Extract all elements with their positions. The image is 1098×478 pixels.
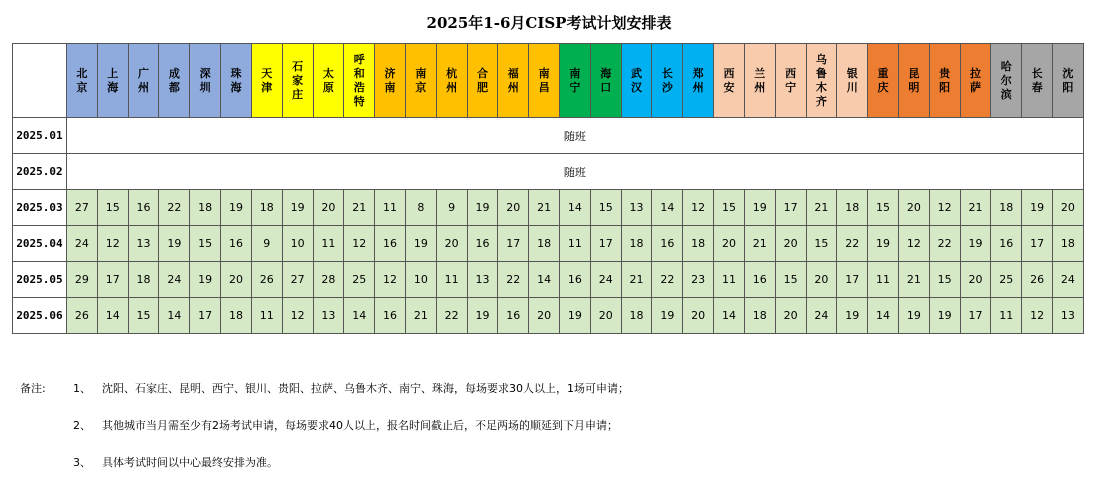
exam-day-cell: 20 — [436, 226, 467, 262]
exam-day-cell: 18 — [190, 190, 221, 226]
city-name: 银川 — [846, 66, 858, 94]
city-header — [251, 44, 282, 118]
exam-day-cell: 15 — [128, 298, 159, 334]
exam-day-cell: 24 — [1053, 262, 1084, 298]
exam-day-cell: 20 — [529, 298, 560, 334]
city-header — [991, 44, 1022, 118]
city-header — [375, 44, 406, 118]
table-row — [13, 118, 1084, 154]
exam-day-cell: 12 — [1022, 298, 1053, 334]
exam-day-cell: 19 — [898, 298, 929, 334]
city-header — [529, 44, 560, 118]
city-name: 贵阳 — [939, 66, 951, 94]
exam-day-cell: 19 — [221, 190, 252, 226]
note-number: 1、 — [73, 382, 91, 395]
exam-day-cell: 12 — [97, 226, 128, 262]
exam-day-cell: 18 — [621, 226, 652, 262]
exam-day-cell: 18 — [837, 190, 868, 226]
exam-day-cell: 11 — [436, 262, 467, 298]
exam-day-cell: 19 — [744, 190, 775, 226]
exam-day-cell: 17 — [837, 262, 868, 298]
city-name: 合肥 — [476, 66, 488, 94]
exam-day-cell: 9 — [436, 190, 467, 226]
city-name: 杭州 — [446, 66, 458, 94]
exam-day-cell: 21 — [744, 226, 775, 262]
exam-day-cell: 24 — [159, 262, 190, 298]
exam-day-cell: 20 — [1053, 190, 1084, 226]
exam-day-cell: 21 — [898, 262, 929, 298]
month-cell: 2025.01 — [13, 118, 67, 154]
exam-day-cell: 17 — [97, 262, 128, 298]
city-header — [282, 44, 313, 118]
exam-day-cell: 19 — [837, 298, 868, 334]
city-header — [128, 44, 159, 118]
exam-day-cell: 11 — [868, 262, 899, 298]
exam-day-cell: 8 — [405, 190, 436, 226]
city-name: 南昌 — [538, 66, 550, 94]
city-name: 海口 — [600, 66, 612, 94]
exam-day-cell: 20 — [313, 190, 344, 226]
city-name: 南京 — [415, 66, 427, 94]
exam-day-cell: 20 — [714, 226, 745, 262]
city-name: 天津 — [261, 66, 273, 94]
city-header — [344, 44, 375, 118]
city-name: 珠海 — [230, 66, 242, 94]
city-name: 武汉 — [631, 66, 643, 94]
exam-day-cell: 18 — [621, 298, 652, 334]
city-name: 昆明 — [908, 66, 920, 94]
exam-day-cell: 12 — [282, 298, 313, 334]
exam-day-cell: 25 — [344, 262, 375, 298]
exam-day-cell: 14 — [97, 298, 128, 334]
city-name: 成都 — [168, 66, 180, 94]
city-header — [190, 44, 221, 118]
city-header — [929, 44, 960, 118]
exam-day-cell: 11 — [991, 298, 1022, 334]
exam-day-cell: 14 — [652, 190, 683, 226]
table-row — [13, 190, 1084, 226]
exam-day-cell: 19 — [190, 262, 221, 298]
exam-day-cell: 19 — [1022, 190, 1053, 226]
exam-day-cell: 13 — [128, 226, 159, 262]
exam-day-cell: 19 — [467, 298, 498, 334]
city-header — [560, 44, 591, 118]
city-header — [436, 44, 467, 118]
corner-cell — [13, 44, 67, 118]
city-header — [590, 44, 621, 118]
city-header — [806, 44, 837, 118]
exam-day-cell: 13 — [621, 190, 652, 226]
city-header — [1053, 44, 1084, 118]
city-name: 兰州 — [754, 66, 766, 94]
city-name: 长春 — [1031, 66, 1043, 94]
exam-day-cell: 18 — [251, 190, 282, 226]
city-name: 沈阳 — [1062, 66, 1074, 94]
city-name: 石家庄 — [292, 59, 304, 101]
exam-day-cell: 16 — [652, 226, 683, 262]
exam-day-cell: 27 — [67, 190, 98, 226]
city-header — [621, 44, 652, 118]
city-name: 济南 — [384, 66, 396, 94]
city-name: 呼和浩特 — [353, 52, 365, 108]
exam-day-cell: 14 — [344, 298, 375, 334]
city-header — [313, 44, 344, 118]
city-name: 上海 — [107, 66, 119, 94]
exam-day-cell: 15 — [806, 226, 837, 262]
exam-day-cell: 15 — [868, 190, 899, 226]
city-header — [67, 44, 98, 118]
city-header — [467, 44, 498, 118]
exam-day-cell: 24 — [806, 298, 837, 334]
month-cell: 2025.04 — [13, 226, 67, 262]
city-header — [1022, 44, 1053, 118]
city-name: 哈尔滨 — [1000, 59, 1012, 101]
city-header — [498, 44, 529, 118]
exam-day-cell: 24 — [67, 226, 98, 262]
exam-day-cell: 13 — [1053, 298, 1084, 334]
exam-day-cell: 9 — [251, 226, 282, 262]
exam-day-cell: 14 — [560, 190, 591, 226]
exam-day-cell: 16 — [375, 226, 406, 262]
exam-day-cell: 20 — [775, 298, 806, 334]
city-name: 北京 — [76, 66, 88, 94]
city-name: 长沙 — [661, 66, 673, 94]
follow-class-cell: 随班 — [67, 118, 1084, 154]
city-header — [837, 44, 868, 118]
exam-day-cell: 21 — [806, 190, 837, 226]
month-cell: 2025.03 — [13, 190, 67, 226]
city-name: 乌鲁木齐 — [815, 52, 827, 108]
exam-day-cell: 27 — [282, 262, 313, 298]
exam-day-cell: 22 — [436, 298, 467, 334]
exam-day-cell: 29 — [67, 262, 98, 298]
city-name: 拉萨 — [969, 66, 981, 94]
exam-day-cell: 26 — [1022, 262, 1053, 298]
exam-day-cell: 19 — [282, 190, 313, 226]
exam-day-cell: 19 — [960, 226, 991, 262]
note-number: 2、 — [73, 419, 91, 432]
exam-day-cell: 19 — [159, 226, 190, 262]
exam-day-cell: 18 — [529, 226, 560, 262]
exam-day-cell: 17 — [190, 298, 221, 334]
city-name: 郑州 — [692, 66, 704, 94]
page-title: 2025年1-6月CISP考试计划安排表 — [426, 14, 672, 32]
city-header — [405, 44, 436, 118]
exam-day-cell: 13 — [313, 298, 344, 334]
exam-day-cell: 16 — [991, 226, 1022, 262]
exam-day-cell: 17 — [498, 226, 529, 262]
exam-day-cell: 14 — [714, 298, 745, 334]
exam-day-cell: 20 — [498, 190, 529, 226]
exam-day-cell: 26 — [251, 262, 282, 298]
exam-day-cell: 24 — [590, 262, 621, 298]
exam-day-cell: 12 — [683, 190, 714, 226]
table-row — [13, 262, 1084, 298]
exam-day-cell: 28 — [313, 262, 344, 298]
exam-day-cell: 15 — [714, 190, 745, 226]
city-name: 南宁 — [569, 66, 581, 94]
exam-day-cell: 15 — [590, 190, 621, 226]
exam-day-cell: 16 — [498, 298, 529, 334]
city-header — [159, 44, 190, 118]
exam-day-cell: 22 — [929, 226, 960, 262]
city-name: 西安 — [723, 66, 735, 94]
note-text: 沈阳、石家庄、昆明、西宁、银川、贵阳、拉萨、乌鲁木齐、南宁、珠海，每场要求30人以上，1场可申请； — [102, 382, 629, 395]
exam-day-cell: 16 — [744, 262, 775, 298]
exam-day-cell: 20 — [806, 262, 837, 298]
exam-day-cell: 21 — [529, 190, 560, 226]
exam-day-cell: 20 — [775, 226, 806, 262]
follow-class-cell: 随班 — [67, 154, 1084, 190]
city-header — [775, 44, 806, 118]
city-name: 西宁 — [785, 66, 797, 94]
exam-day-cell: 18 — [1053, 226, 1084, 262]
exam-day-cell: 13 — [467, 262, 498, 298]
city-header — [960, 44, 991, 118]
exam-day-cell: 17 — [590, 226, 621, 262]
exam-day-cell: 16 — [375, 298, 406, 334]
exam-day-cell: 10 — [405, 262, 436, 298]
month-cell: 2025.02 — [13, 154, 67, 190]
exam-day-cell: 15 — [97, 190, 128, 226]
note-text: 具体考试时间以中心最终安排为准。 — [102, 456, 278, 469]
exam-day-cell: 19 — [467, 190, 498, 226]
exam-day-cell: 21 — [405, 298, 436, 334]
exam-day-cell: 11 — [375, 190, 406, 226]
exam-day-cell: 16 — [128, 190, 159, 226]
exam-day-cell: 15 — [775, 262, 806, 298]
exam-day-cell: 14 — [868, 298, 899, 334]
exam-day-cell: 19 — [560, 298, 591, 334]
exam-day-cell: 19 — [868, 226, 899, 262]
city-name: 重庆 — [877, 66, 889, 94]
month-cell: 2025.06 — [13, 298, 67, 334]
exam-day-cell: 21 — [344, 190, 375, 226]
exam-day-cell: 17 — [960, 298, 991, 334]
exam-day-cell: 15 — [190, 226, 221, 262]
exam-day-cell: 19 — [405, 226, 436, 262]
exam-day-cell: 15 — [929, 262, 960, 298]
header-row — [13, 44, 1084, 118]
exam-day-cell: 12 — [375, 262, 406, 298]
note-number: 3、 — [73, 456, 91, 469]
exam-day-cell: 11 — [560, 226, 591, 262]
exam-day-cell: 20 — [590, 298, 621, 334]
exam-day-cell: 16 — [467, 226, 498, 262]
exam-day-cell: 16 — [560, 262, 591, 298]
exam-day-cell: 22 — [498, 262, 529, 298]
exam-day-cell: 18 — [221, 298, 252, 334]
exam-day-cell: 14 — [159, 298, 190, 334]
city-name: 福州 — [507, 66, 519, 94]
exam-day-cell: 12 — [344, 226, 375, 262]
exam-day-cell: 11 — [714, 262, 745, 298]
table-row — [13, 226, 1084, 262]
notes-label: 备注: — [20, 382, 46, 395]
note-text: 其他城市当月需至少有2场考试申请，每场要求40人以上，报名时间截止后，不足两场的顺延到下月申请； — [102, 419, 618, 432]
city-header — [898, 44, 929, 118]
exam-day-cell: 18 — [991, 190, 1022, 226]
exam-day-cell: 10 — [282, 226, 313, 262]
exam-day-cell: 22 — [652, 262, 683, 298]
city-header — [652, 44, 683, 118]
exam-day-cell: 18 — [683, 226, 714, 262]
exam-day-cell: 11 — [313, 226, 344, 262]
city-header — [714, 44, 745, 118]
exam-day-cell: 20 — [898, 190, 929, 226]
city-header — [97, 44, 128, 118]
exam-day-cell: 22 — [159, 190, 190, 226]
city-header — [744, 44, 775, 118]
city-header — [868, 44, 899, 118]
exam-day-cell: 20 — [221, 262, 252, 298]
exam-day-cell: 21 — [621, 262, 652, 298]
exam-day-cell: 17 — [1022, 226, 1053, 262]
exam-day-cell: 18 — [128, 262, 159, 298]
exam-day-cell: 20 — [960, 262, 991, 298]
city-name: 太原 — [322, 66, 334, 94]
exam-schedule-table — [12, 43, 1084, 334]
exam-day-cell: 12 — [929, 190, 960, 226]
city-header — [683, 44, 714, 118]
exam-day-cell: 12 — [898, 226, 929, 262]
exam-day-cell: 21 — [960, 190, 991, 226]
city-name: 深圳 — [199, 66, 211, 94]
exam-day-cell: 14 — [529, 262, 560, 298]
exam-day-cell: 17 — [775, 190, 806, 226]
exam-day-cell: 19 — [652, 298, 683, 334]
table-row — [13, 154, 1084, 190]
exam-day-cell: 18 — [744, 298, 775, 334]
exam-day-cell: 19 — [929, 298, 960, 334]
month-cell: 2025.05 — [13, 262, 67, 298]
table-row — [13, 298, 1084, 334]
exam-day-cell: 23 — [683, 262, 714, 298]
exam-day-cell: 11 — [251, 298, 282, 334]
exam-day-cell: 26 — [67, 298, 98, 334]
city-name: 广州 — [138, 66, 150, 94]
city-header — [221, 44, 252, 118]
exam-day-cell: 22 — [837, 226, 868, 262]
exam-day-cell: 25 — [991, 262, 1022, 298]
exam-day-cell: 20 — [683, 298, 714, 334]
exam-day-cell: 16 — [221, 226, 252, 262]
